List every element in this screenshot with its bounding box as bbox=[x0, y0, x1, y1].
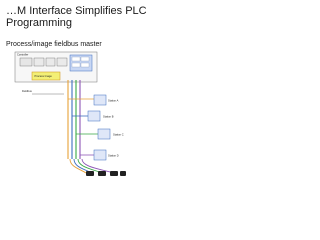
controller-module-icon bbox=[34, 58, 44, 66]
station-a-module bbox=[94, 95, 106, 105]
device-icon bbox=[86, 171, 94, 176]
device-icon bbox=[98, 171, 106, 176]
cpu-module-icon bbox=[20, 58, 32, 66]
station-d-label: Station D bbox=[108, 154, 119, 158]
io-slot bbox=[81, 57, 89, 61]
station-c-module bbox=[98, 129, 110, 139]
document-page bbox=[0, 0, 149, 198]
fieldbus-label: Fieldbus bbox=[22, 90, 32, 94]
io-slot bbox=[81, 63, 89, 67]
station-c-label: Station C bbox=[113, 133, 124, 137]
station-d-module bbox=[94, 150, 106, 160]
controller-label: Controller bbox=[17, 53, 29, 57]
device-icon bbox=[110, 171, 118, 176]
page-subtitle: Process/image fieldbus master bbox=[6, 41, 102, 48]
device-icon bbox=[120, 171, 126, 176]
io-slot bbox=[72, 63, 80, 67]
station-b-module bbox=[88, 111, 100, 121]
station-b-label: Station B bbox=[103, 115, 114, 119]
controller-module-icon bbox=[46, 58, 55, 66]
station-a-label: Station A bbox=[108, 99, 119, 103]
process-image-label: Process Image bbox=[34, 75, 52, 79]
io-slot bbox=[72, 57, 80, 61]
page-title: …M Interface Simplifies PLC Programming bbox=[6, 5, 147, 29]
controller-module-icon bbox=[57, 58, 67, 66]
plc-fieldbus-diagram bbox=[14, 51, 132, 181]
